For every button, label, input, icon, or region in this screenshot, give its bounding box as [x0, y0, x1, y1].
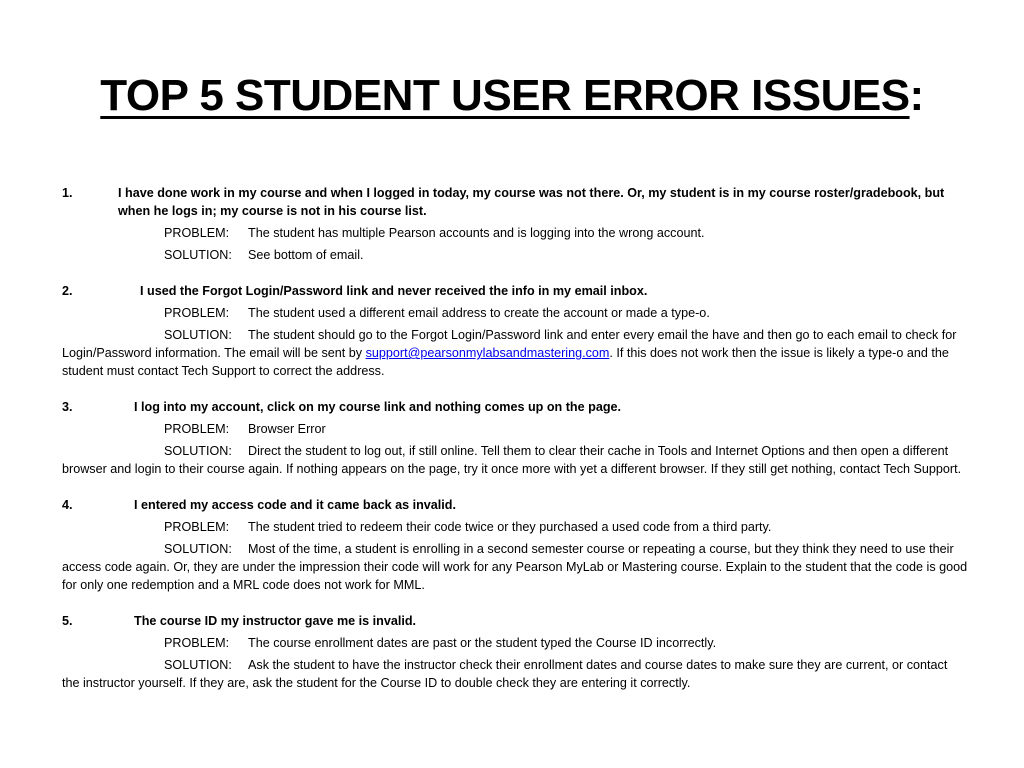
issue-4-question: I entered my access code and it came back as invalid. — [134, 498, 456, 512]
issue-3-solution-text: Direct the student to log out, if still online. Tell them to clear their cache in Tools and Internet Options and then open a different browser and login to their course again. If nothing appears on the page, try it once more with yet a different browser. If they still get nothing, contact Tech Support. — [62, 444, 962, 476]
issue-2-problem-text: The student used a different email address to create the account or made a type-o. — [248, 306, 710, 320]
page-title — [0, 66, 1024, 126]
issue-2-question: I used the Forgot Login/Password link and never received the info in my email inbox. — [140, 284, 648, 298]
solution-label: SOLUTION: — [164, 328, 232, 342]
issue-1-question: I have done work in my course and when I logged in today, my course was not there. Or, my student is in my course roster/gradebook, but when he logs in; my course is not in his course list. — [118, 186, 945, 218]
issue-3-problem — [62, 420, 968, 438]
issue-1-number: 1. — [62, 186, 73, 200]
issue-1-problem-text: The student has multiple Pearson accounts and is logging into the wrong account. — [248, 226, 705, 240]
issue-5-heading — [62, 612, 968, 630]
issue-5-question: The course ID my instructor gave me is invalid. — [134, 614, 417, 628]
issue-2-solution — [62, 326, 968, 380]
problem-label: PROBLEM: — [164, 306, 230, 320]
issue-1-solution-text: See bottom of email. — [248, 248, 364, 262]
issue-2-solution-text-a: The student should go to the Forgot Login/Password link and enter every email the have and then go to each email to check for Login/Password information. The email will be sent by — [62, 328, 957, 360]
issue-item-4 — [62, 496, 968, 594]
solution-label: SOLUTION: — [164, 248, 232, 262]
issue-2-solution-text-b: . If this does not work then the issue is likely a type-o and the student must contact Tech Support to correct the address. — [62, 346, 949, 378]
problem-label: PROBLEM: — [164, 422, 230, 436]
issue-5-solution — [62, 656, 968, 692]
issue-3-solution — [62, 442, 968, 478]
page-title-text: TOP 5 STUDENT USER ERROR ISSUES — [100, 71, 910, 120]
issues-list — [62, 184, 968, 692]
issue-2-problem — [62, 304, 968, 322]
issue-3-question: I log into my account, click on my course link and nothing comes up on the page. — [134, 400, 622, 414]
issue-4-problem-text: The student tried to redeem their code twice or they purchased a used code from a third party. — [248, 520, 772, 534]
problem-label: PROBLEM: — [164, 636, 230, 650]
problem-label: PROBLEM: — [164, 520, 230, 534]
support-email-link[interactable]: support@pearsonmylabsandmastering.com — [365, 346, 610, 360]
issue-3-problem-text: Browser Error — [248, 422, 326, 436]
issue-4-solution — [62, 540, 968, 594]
issue-1-heading — [62, 184, 968, 220]
solution-label: SOLUTION: — [164, 658, 232, 672]
issue-3-number: 3. — [62, 400, 73, 414]
issue-4-heading — [62, 496, 968, 514]
issue-2-number: 2. — [62, 284, 73, 298]
issue-item-3 — [62, 398, 968, 478]
issue-4-solution-text: Most of the time, a student is enrolling in a second semester course or repeating a course, but they think they need to use their access code again. Or, they are under the impression their code will work for any Pearson MyLab or Mastering course. Explain to the student that the code is good for only one redemption and a MRL code does not work for MML. — [62, 542, 968, 592]
solution-label: SOLUTION: — [164, 444, 232, 458]
issue-5-problem-text: The course enrollment dates are past or the student typed the Course ID incorrectly. — [248, 636, 717, 650]
issue-5-problem — [62, 634, 968, 652]
issue-1-solution — [62, 246, 968, 264]
issue-3-heading — [62, 398, 968, 416]
issue-4-number: 4. — [62, 498, 73, 512]
issue-5-number: 5. — [62, 614, 73, 628]
page-title-colon: : — [909, 71, 924, 120]
issue-2-heading — [62, 282, 968, 300]
issue-1-problem — [62, 224, 968, 242]
solution-label: SOLUTION: — [164, 542, 232, 556]
issue-4-problem — [62, 518, 968, 536]
issue-5-solution-text: Ask the student to have the instructor check their enrollment dates and course dates to make sure they are current, or contact the instructor yourself. If they are, ask the student for the Course ID to double check they are entering it correctly. — [62, 658, 948, 690]
problem-label: PROBLEM: — [164, 226, 230, 240]
issue-item-2 — [62, 282, 968, 380]
issue-item-1 — [62, 184, 968, 264]
issue-item-5 — [62, 612, 968, 692]
